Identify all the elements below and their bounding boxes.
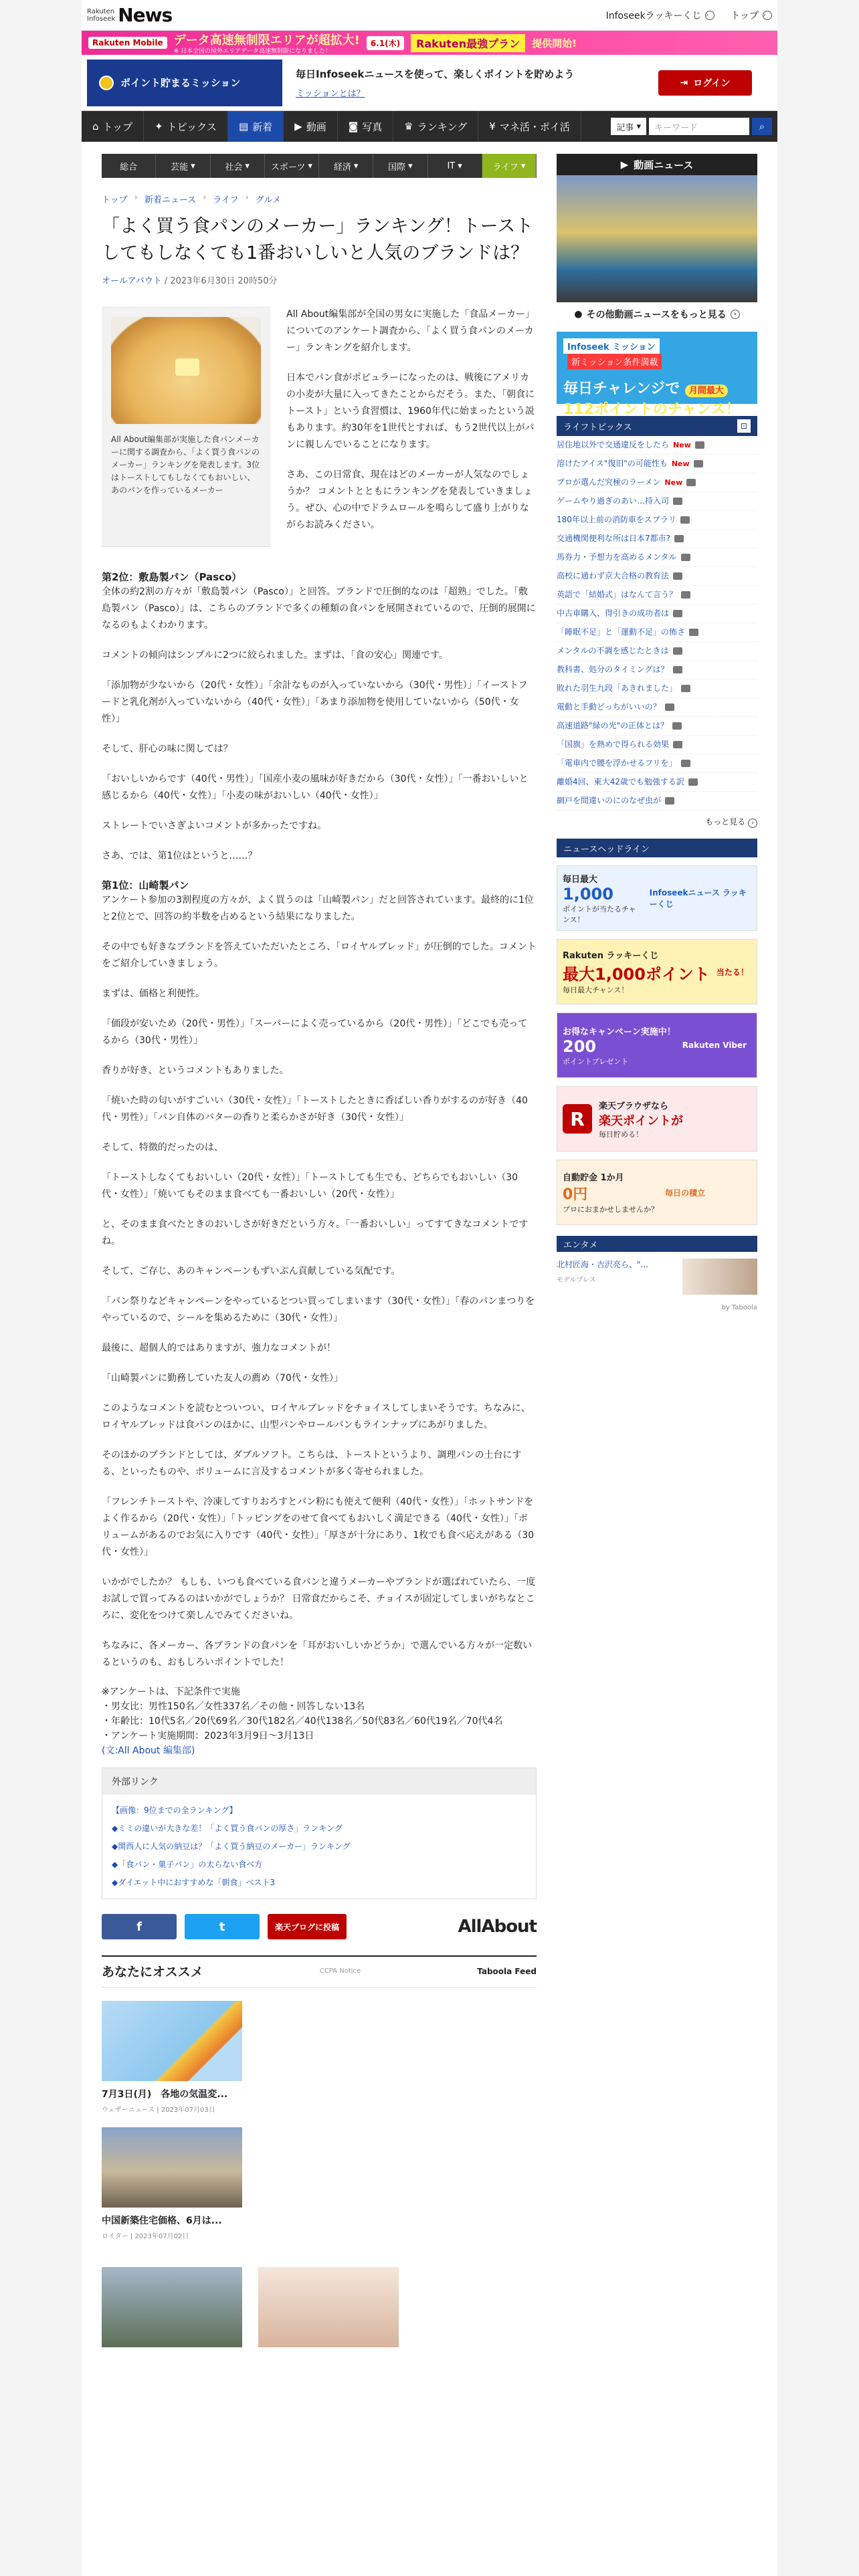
camera-icon (673, 572, 682, 580)
rakuten-browser-ad[interactable] (557, 1086, 757, 1152)
topic-item[interactable] (557, 698, 757, 717)
ad-big: 楽天ポイントが (599, 1113, 683, 1128)
topic-text: 中古車購入、得引きの成功者は (557, 609, 670, 618)
camera-icon (673, 647, 682, 655)
body-paragraph: さあ、では、第1位はというと……？ (102, 851, 258, 861)
ad-sub: ポイントが当たるチャンス！ (563, 904, 636, 924)
entertainment-item[interactable] (557, 1259, 757, 1295)
topic-item[interactable] (557, 455, 757, 473)
mission-label: ポイント貯まるミッション (120, 77, 241, 89)
article-lead (102, 306, 537, 547)
main-nav (82, 111, 777, 142)
body-paragraph: 「添加物が少ないから（20代・女性）」「余計なものが入っていないから（30代・男性）」「イーストフードと乳化剤が入っていないから（40代・女性）」「あまり添加物を使用していないから（50代・女性）」 (102, 680, 528, 724)
ad-sub: プロにおまかせしませんか？ (563, 1205, 658, 1214)
facebook-share-button[interactable] (102, 1914, 177, 1939)
lucky-label: Infoseekラッキーくじ (605, 10, 702, 21)
video-thumbnail[interactable] (557, 175, 757, 302)
rss-icon[interactable]: ⊡ (737, 419, 751, 433)
content-area (82, 142, 777, 2347)
play-circle-icon: ▶ (620, 158, 629, 171)
chevron-down-icon: ▾ (353, 160, 359, 171)
chevron-down-icon: ▾ (408, 160, 413, 171)
card-meta: ロイター | 2023年07月02日 (102, 2233, 189, 2240)
taboola-brand[interactable]: Taboola Feed (477, 1966, 537, 1976)
cat-label: IT (447, 160, 456, 171)
topic-text: 馬券力・予想力を高めるメンタル (557, 552, 677, 562)
camera-icon (673, 741, 682, 748)
life-topics-list (557, 436, 757, 811)
topic-text: 敗れた羽生九段「あきれました」 (557, 683, 678, 693)
topic-text: 高校に通わず京大合格の教育法 (557, 571, 670, 580)
banner-line1 (563, 377, 751, 398)
body-paragraph: 最後に、超個人的ではありますが、強力なコメントが！ (102, 1343, 336, 1354)
body-paragraph: 全体の約2割の方々が「敷島製パン（Pasco）」と回答。ブランドで圧倒的なのは「超熟」でした。「敷島製パン（Pasco）」は、こちらのブランドで多くの種類の食パンを展開されているので、圧倒的展開になるのもよくわかります。 (102, 586, 536, 631)
crumb-sep: › (134, 193, 138, 203)
ad-big: 最大1,000ポイント (563, 965, 710, 984)
crumb-top[interactable]: トップ (102, 195, 128, 205)
arrow-circle-icon: › (748, 819, 757, 828)
topic-item[interactable] (557, 436, 757, 455)
topic-item[interactable] (557, 773, 757, 792)
camera-icon (686, 479, 696, 486)
logo-small-text: Rakuten Infoseek (87, 7, 116, 23)
ccpa-notice[interactable]: CCPA Notice (319, 1967, 361, 1975)
banner-tag2: 新ミッション条件満載 (567, 354, 662, 369)
rakuten-r-icon: R (563, 1104, 592, 1134)
topic-text: 教科書、処分のタイミングは？ (557, 665, 669, 674)
search-type-label: 記事 (616, 122, 634, 133)
body-paragraph: 「パン祭りなどキャンペーンをやっているとつい買ってしまいます（30代・女性）」「春のパンまつりをやっているので、シールを集めるために（30代・女性）」 (102, 1296, 535, 1323)
camera-icon (673, 666, 682, 673)
top-bar (82, 0, 777, 31)
chevron-down-icon: ▾ (308, 160, 312, 171)
ad-title: 自動貯金 1か月 (563, 1173, 624, 1183)
topic-item[interactable] (557, 548, 757, 567)
site-logo[interactable] (87, 4, 172, 26)
recommend-bottom-row (102, 2267, 537, 2347)
article-source[interactable]: オールアバウト (102, 276, 162, 286)
topic-item[interactable] (557, 623, 757, 642)
cat-life[interactable] (482, 154, 537, 178)
body-paragraph: と、そのまま食べたときのおいしさが好きだという方々。「一番おいしい」ってすてきなコメントですね。 (102, 1219, 529, 1247)
camera-icon (674, 535, 684, 542)
topic-text: 居住地以外で交通違反をしたら (557, 440, 670, 449)
chevron-down-icon: ▾ (191, 160, 195, 171)
life-topics-title: ライフトピックス (563, 422, 632, 433)
nav-top[interactable] (82, 111, 144, 142)
external-link[interactable]: ◆ミミの違いが大きな差！「よく買う食パンの厚さ」ランキング (112, 1824, 343, 1833)
ent-source: モデルプレス (557, 1277, 596, 1284)
body-paragraph: その中でも好きなブランドを答えていただいたところ、「ロイヤルブレッド」が圧倒的でした。コメントをご紹介していきましょう。 (102, 942, 537, 969)
mission-text: 毎日Infoseekニュースを使って、楽しくポイントを貯めよう (296, 68, 575, 80)
nav-topics[interactable] (144, 111, 228, 142)
banner-line2: 112ポイントのチャンス！ (563, 401, 741, 418)
cat-entertainment[interactable] (156, 154, 210, 178)
cat-label: スポーツ (270, 162, 306, 173)
toast-image[interactable] (111, 317, 261, 424)
ad-text (563, 948, 710, 995)
lead-paragraph: さあ、この日常食、現在はどのメーカーが人気なのでしょうか？ コメントとともにランキングを発表していきましょう。ぜひ、心の中でドラムロールを鳴らして盛り上がりながらお読みください。 (286, 469, 533, 530)
article-datetime: / 2023年6月30日 20時50分 (161, 276, 278, 286)
body-paragraph: コメントの傾向はシンプルに2つに絞られました。まずは、「食の安心」関連です。 (102, 650, 448, 661)
savings-ad[interactable] (557, 1160, 757, 1225)
banner-tag: Infoseek ミッション (563, 338, 660, 354)
video-more-label: その他動画ニュースをもっと見る (586, 310, 727, 320)
allabout-logo[interactable]: AllAbout (458, 1917, 537, 1937)
main-column (102, 154, 537, 2347)
cat-label: ライフ (492, 162, 518, 173)
coin-icon (99, 76, 114, 90)
top-label: トップ (731, 10, 759, 21)
figure-caption: All About編集部が実施した食パンメーカーに関する調査から、「よく買う食パンのメーカー」ランキングを発表します。3位はトーストしてもしなくてもおいしい、あのパンを作っているメーカー (111, 435, 260, 495)
topic-text: 離婚4回、東大42歳でも勉強する訳 (557, 777, 684, 786)
portrait-image[interactable] (258, 2267, 399, 2347)
lead-paragraph: 日本でパン食がポピュラーになったのは、戦後にアメリカの小麦が大量に入ってきたことからだそう。また、「朝食にトースト」という食習慣は、1960年代に始まったという説もあります。約30年を1世代とすれば、もう2世代以上がパンに親しんでいることになります。 (286, 372, 535, 450)
butter-shape (175, 358, 199, 376)
body-paragraph: 「フレンチトーストや、冷凍してすりおろすとパン粉にも使えて便利（40代・女性）」「ホットサンドをよく作るから（20代・女性）」「トッピングをのせて食べてもおいしく満足できる（40代・女性）」「ボリュームがあるのでお気に入りです（40代・女性）」「厚さが十分にあり、1枚でも食べ応えがある（30代・女性）」 (102, 1497, 535, 1558)
lucky-lottery-ad[interactable] (557, 865, 757, 931)
ad-right: 当たる！ (716, 967, 749, 977)
topic-item[interactable] (557, 754, 757, 773)
banner-line1-text: 毎日チャレンジで (563, 381, 680, 397)
survey-head: ※アンケートは、下記条件で実施 (102, 1687, 240, 1697)
topic-item[interactable] (557, 567, 757, 586)
mission-link[interactable]: ミッションとは？ (296, 88, 365, 99)
topic-text: 英語で「結婚式」はなんて言う？ (557, 590, 678, 599)
body-paragraph: 「おいしいからです（40代・男性）」「国産小麦の風味が好きだから（30代・女性）」「一番おいしいと感じるから（40代・女性）」「小麦の味がおいしい（40代・女性）」 (102, 774, 529, 801)
topic-text: メンタルの不調を感じたときは (557, 646, 669, 655)
survey-line: ・アンケート実施期間：2023年3月9日～3月13日 (102, 1731, 314, 1741)
section-heading-2nd: 第2位：敷島製パン（Pasco） (102, 571, 242, 583)
news-headline-header: ニュースヘッドライン (557, 839, 757, 857)
body-paragraph: 「山崎製パンに勤務していた友人の薦め（70代・女性）」 (102, 1373, 343, 1384)
chevron-down-icon: ▾ (520, 160, 526, 171)
promo-headline: データ高速無制限エリアが超拡大! (173, 33, 360, 47)
topic-text: 180年以上前の消防車をスプラリ (557, 515, 676, 524)
cat-label: 国際 (388, 162, 406, 173)
recommend-title: あなたにオススメ (102, 1965, 203, 1979)
ent-image (682, 1259, 757, 1295)
cat-international[interactable] (373, 154, 427, 178)
ad-text (563, 1170, 658, 1214)
promo-brand: Rakuten Mobile (88, 37, 167, 49)
mission-bar (82, 55, 777, 111)
statue-image[interactable] (102, 2267, 242, 2347)
crumb-life[interactable]: ライフ (213, 195, 239, 205)
topic-item[interactable] (557, 511, 757, 530)
search-button[interactable] (752, 118, 772, 135)
chevron-down-icon: ▾ (458, 160, 462, 171)
bullet-icon: ● (574, 309, 583, 320)
video-news-title: 動画ニュース (634, 158, 694, 171)
topic-text: ゲームやり過ぎのあい…持入司 (557, 496, 670, 506)
promo-date: 6.1(木) (367, 36, 404, 50)
arrow-circle-icon: › (763, 11, 772, 20)
nav-photo[interactable] (338, 111, 394, 142)
viber-ad[interactable] (557, 1012, 757, 1078)
nav-money[interactable] (478, 111, 581, 142)
body-paragraph: 「価段が安いため（20代・男性）」「スーパーによく売っているから（20代・男性）」「どこでも売ってるから（30代・男性）」 (102, 1018, 528, 1046)
top-link[interactable] (731, 9, 772, 22)
ad-big: 0円 (563, 1186, 588, 1203)
external-link[interactable]: ◆ダイエット中におすすめな「朝食」ベスト3 (112, 1878, 276, 1887)
search-type-select[interactable]: 記事 ▾ (611, 118, 646, 135)
ad-text (599, 1099, 683, 1140)
facebook-icon: f (136, 1919, 142, 1934)
ad-text (563, 872, 643, 925)
login-label: ログイン (693, 78, 731, 89)
new-badge: New (673, 441, 691, 449)
topic-text: 交通機関便利な所は日本7都市? (557, 534, 671, 543)
recommend-card[interactable] (102, 2001, 242, 2114)
camera-icon (673, 610, 682, 617)
crumb-sep: › (245, 193, 249, 203)
nav-label: トピックス (167, 120, 217, 133)
cat-general[interactable]: 総合 (102, 154, 156, 178)
life-topics-header (557, 416, 757, 436)
logo-news-text: News (118, 4, 173, 26)
cat-sports[interactable] (265, 154, 319, 178)
ad-title: 楽天ブラウザなら (599, 1101, 669, 1111)
topic-item[interactable] (557, 492, 757, 511)
survey-block (102, 1685, 537, 1758)
top-links (606, 9, 772, 22)
ad-big: 200 (563, 1037, 597, 1056)
nav-video[interactable] (284, 111, 338, 142)
nav-label: 動画 (306, 120, 326, 133)
new-badge: New (671, 459, 690, 468)
mission-text-block (296, 67, 645, 99)
twitter-share-button[interactable] (185, 1914, 260, 1939)
card-title: 7月3日(月) 各地の気温変... (102, 2089, 228, 2100)
crumb-sep: › (203, 193, 207, 203)
mission-button[interactable] (87, 60, 282, 106)
rakuten-blog-button[interactable]: 楽天ブログに投稿 (268, 1914, 347, 1939)
topic-item[interactable] (557, 473, 757, 492)
nav-label: 新着 (252, 120, 273, 133)
camera-icon (672, 722, 682, 730)
ad-title: 毎日最大 (563, 874, 598, 885)
cat-label: 芸能 (171, 162, 189, 173)
survey-line: ・年齢比：10代5名／20代69名／30代182名／40代138名／50代83名／60代19名／70代4名 (102, 1716, 503, 1727)
rakuten-mobile-banner[interactable] (82, 31, 777, 55)
topic-item[interactable] (557, 586, 757, 605)
topic-text: 網戸を間違いのにのなぜ虫が (557, 796, 662, 805)
twitter-icon: t (219, 1919, 225, 1934)
ad-right: Rakuten Viber (682, 1041, 747, 1050)
topic-text: 高速道路"緑の光"の正体とは？ (557, 721, 669, 730)
nav-label: トップ (102, 120, 133, 133)
ad-title: お得なキャンペーン実施中！ (563, 1027, 676, 1037)
ad-sub: ポイントプレゼント (563, 1057, 629, 1066)
topic-item[interactable] (557, 717, 757, 736)
body-paragraph: 「トーストしなくてもおいしい（20代・女性）」「トーストしても生でも、どちらでもおいしい（30代・女性）」「焼いてもそのまま食べても一番おいしい（20代・女性）」 (102, 1172, 518, 1200)
topic-text: 「国旗」を熱めで得られる効果 (557, 740, 670, 749)
camera-icon (689, 629, 698, 636)
camera-icon (681, 760, 690, 767)
login-icon: ⇥ (680, 77, 688, 88)
article-meta (102, 274, 537, 286)
topic-item[interactable] (557, 736, 757, 754)
topic-text: 溶けたアイス"復旧"の可能性も (557, 459, 668, 468)
city-image (102, 2127, 242, 2208)
external-link[interactable]: ◆関西人に人気の納豆は？「よく買う納豆のメーカー」ランキング (112, 1842, 351, 1851)
topic-text: 「睡眠不足」と「運動不足」の怖さ (557, 627, 686, 637)
survey-line: ・男女比：男性150名／女性337名／その他・回答しない13名 (102, 1701, 365, 1712)
body-paragraph: ちなみに、各メーカー、各ブランドの食パンを「耳がおいしいかどうか」で選んでいる方々が一定数いるというのも、おもしろいポイントでした！ (102, 1640, 533, 1668)
topic-item[interactable] (557, 792, 757, 811)
crumb-gourmet[interactable]: グルメ (255, 195, 282, 205)
camera-icon (681, 591, 690, 599)
category-nav (102, 154, 537, 178)
topic-text: 電動と手動どっちがいいの？ (557, 702, 661, 712)
recommend-card[interactable] (102, 2127, 242, 2240)
ent-text (557, 1259, 648, 1295)
article-body (102, 570, 537, 1758)
camera-icon (694, 460, 703, 467)
recommend-section (102, 1955, 537, 2347)
crown-icon: ♛ (404, 120, 413, 132)
cat-label: 社会 (225, 162, 243, 173)
promo-plan: Rakuten最強プラン (411, 34, 525, 52)
topic-item[interactable] (557, 642, 757, 661)
mission-banner[interactable] (557, 332, 757, 418)
ad-sub: 毎日最大チャンス！ (563, 986, 629, 994)
body-paragraph: いかがでしたか？ もしも、いつも食べている食パンと違うメーカーやブランドが選ばれていたら、一度お試しで買ってみるのはいかがでしょうか？ 日常食だからこそ、チョイスが固定してしまいがちなところに、変化をつけて楽しんでみてくださいね。 (102, 1577, 536, 1621)
weather-map-image (102, 2001, 242, 2081)
sidebar (557, 154, 757, 2347)
nav-label: マネ活・ポイ活 (499, 120, 570, 133)
topic-item[interactable] (557, 605, 757, 623)
body-paragraph: そのほかのブランドとしては、ダブルソフト。こちらは、トーストというより、調理パンの土台にする、といったものや、ボリュームに言及するコメントが多く寄せられました。 (102, 1450, 522, 1477)
external-link[interactable]: 【画像：9位までの全ランキング】 (112, 1806, 237, 1815)
camera-icon (680, 516, 690, 524)
cat-label: 経済 (333, 162, 351, 173)
nav-ranking[interactable] (393, 111, 478, 142)
camera-icon (665, 704, 674, 711)
promo-start: 提供開始! (532, 37, 577, 49)
nav-new[interactable] (228, 111, 284, 142)
camera-icon (681, 554, 690, 561)
ad-sub: 毎日貯める！ (599, 1130, 643, 1139)
body-paragraph: そして、特徴的だったのは、 (102, 1142, 223, 1153)
camera-icon: ◙ (348, 120, 359, 132)
rakuten-lottery-ad[interactable] (557, 939, 757, 1004)
camera-icon (681, 685, 690, 692)
search-bar (611, 118, 777, 135)
ad-title: Rakuten ラッキーくじ (563, 951, 659, 961)
money-icon: ¥ (489, 120, 496, 132)
body-paragraph: まずは、価格と利便性。 (102, 988, 205, 999)
play-icon: ▶ (294, 120, 302, 132)
share-bar (102, 1914, 537, 1939)
cat-society[interactable] (211, 154, 265, 178)
topic-item[interactable] (557, 661, 757, 679)
camera-icon (688, 778, 698, 786)
new-badge: New (664, 478, 683, 487)
external-links-title: 外部リンク (102, 1768, 536, 1795)
cat-economy[interactable] (319, 154, 373, 178)
body-paragraph: 香りが好き、というコメントもありました。 (102, 1065, 289, 1076)
body-paragraph: ストレートでいさぎよいコメントが多かったですね。 (102, 821, 326, 831)
new-icon: ▤ (238, 120, 249, 132)
ent-title: 北村匠海・吉沢亮ら、"... (557, 1260, 648, 1269)
page-wrapper (82, 0, 777, 2576)
camera-icon (673, 498, 682, 505)
topic-text: プロが選んだ究極のラーメン (557, 477, 661, 487)
topic-item[interactable] (557, 530, 757, 548)
topics-more-label: もっと見る (705, 817, 746, 827)
topic-item[interactable] (557, 679, 757, 698)
nav-label: ランキング (417, 120, 468, 133)
section-heading-1st: 第1位：山崎製パン (102, 879, 189, 891)
external-links (102, 1767, 537, 1899)
recommend-header (102, 1957, 537, 1988)
topics-more-link[interactable] (557, 816, 757, 828)
card-title: 中国新築住宅価格、6月は... (102, 2216, 222, 2226)
taboola-credit[interactable]: by Taboola (721, 1304, 757, 1311)
lead-paragraph: All About編集部が全国の男女に実施した「食品メーカー」についてのアンケート調査から、「よく買う食パンのメーカー」ランキングを紹介します。 (286, 309, 535, 353)
card-meta: ウェザーニュース | 2023年07月03日 (102, 2107, 215, 2114)
body-paragraph: 「焼いた時の匂いがすごいい（30代・女性）」「トーストしたときに香ばしい香りがするのが好き（40代・男性）」「パン自体のバターの香りと柔らかさが好き（30代・女性）」 (102, 1095, 528, 1123)
entertainment-header: エンタメ (557, 1236, 757, 1252)
ad-right: Infoseekニュース ラッキーくじ (649, 888, 747, 909)
body-paragraph: そして、肝心の味に関しては？ (102, 744, 233, 754)
home-icon: ⌂ (92, 120, 99, 132)
search-input[interactable]: キーワード (649, 118, 749, 135)
body-paragraph: そして、ご存じ、あのキャンペーンもずいぶん貢献している気配です。 (102, 1266, 401, 1277)
ad-text (563, 1025, 676, 1067)
arrow-circle-icon: › (731, 310, 740, 319)
search-icon: ⌕ (759, 120, 765, 132)
topics-icon: ✦ (155, 120, 163, 132)
body-paragraph: アンケート参加の3割程度の方々が、よく買うのは「山崎製パン」だと回答されています。最終的に1位と2位とで、回答の約半数を占めるという結果になりました。 (102, 895, 534, 922)
ad-big: 1,000 (563, 884, 613, 903)
login-button[interactable] (658, 70, 752, 96)
arrow-circle-icon: › (705, 11, 714, 20)
external-link[interactable]: ◆「食パン・菓子パン」の太らない食べ方 (112, 1860, 263, 1869)
promo-sub: ※ 日本全国の屋外エリアデータ高速無制限になりました！ (173, 47, 332, 55)
cat-it[interactable] (428, 154, 482, 178)
video-more-link[interactable] (557, 302, 757, 326)
camera-icon (695, 441, 704, 449)
article-figure (102, 306, 270, 547)
body-paragraph: このようなコメントを読むとついつい、ロイヤルブレッドをチョイスしてしまいそうです。ちなみに、ロイヤルブレッドは食パンのほかに、山型パンやロールパンもラインナップにあがりました。 (102, 1403, 531, 1430)
crumb-new[interactable]: 新着ニュース (144, 195, 197, 205)
banner-badge: 月間最大 (685, 385, 728, 397)
topic-text: 「電車内で腰を浮かせるフリを」 (557, 758, 677, 768)
video-news-header (557, 154, 757, 175)
nav-label: 写真 (362, 120, 383, 133)
byline[interactable]: (文:All About 編集部) (102, 1745, 195, 1756)
camera-icon (665, 797, 674, 804)
chevron-down-icon: ▾ (245, 160, 250, 171)
lead-text (286, 306, 537, 547)
breadcrumb (102, 193, 537, 205)
article-title: 「よく買う食パンのメーカー」ランキング！トーストしてもしなくても1番おいしいと人気のブランドは？ (102, 216, 534, 263)
lucky-link[interactable] (606, 9, 715, 22)
ad-right: 毎日の積立 (665, 1188, 706, 1198)
